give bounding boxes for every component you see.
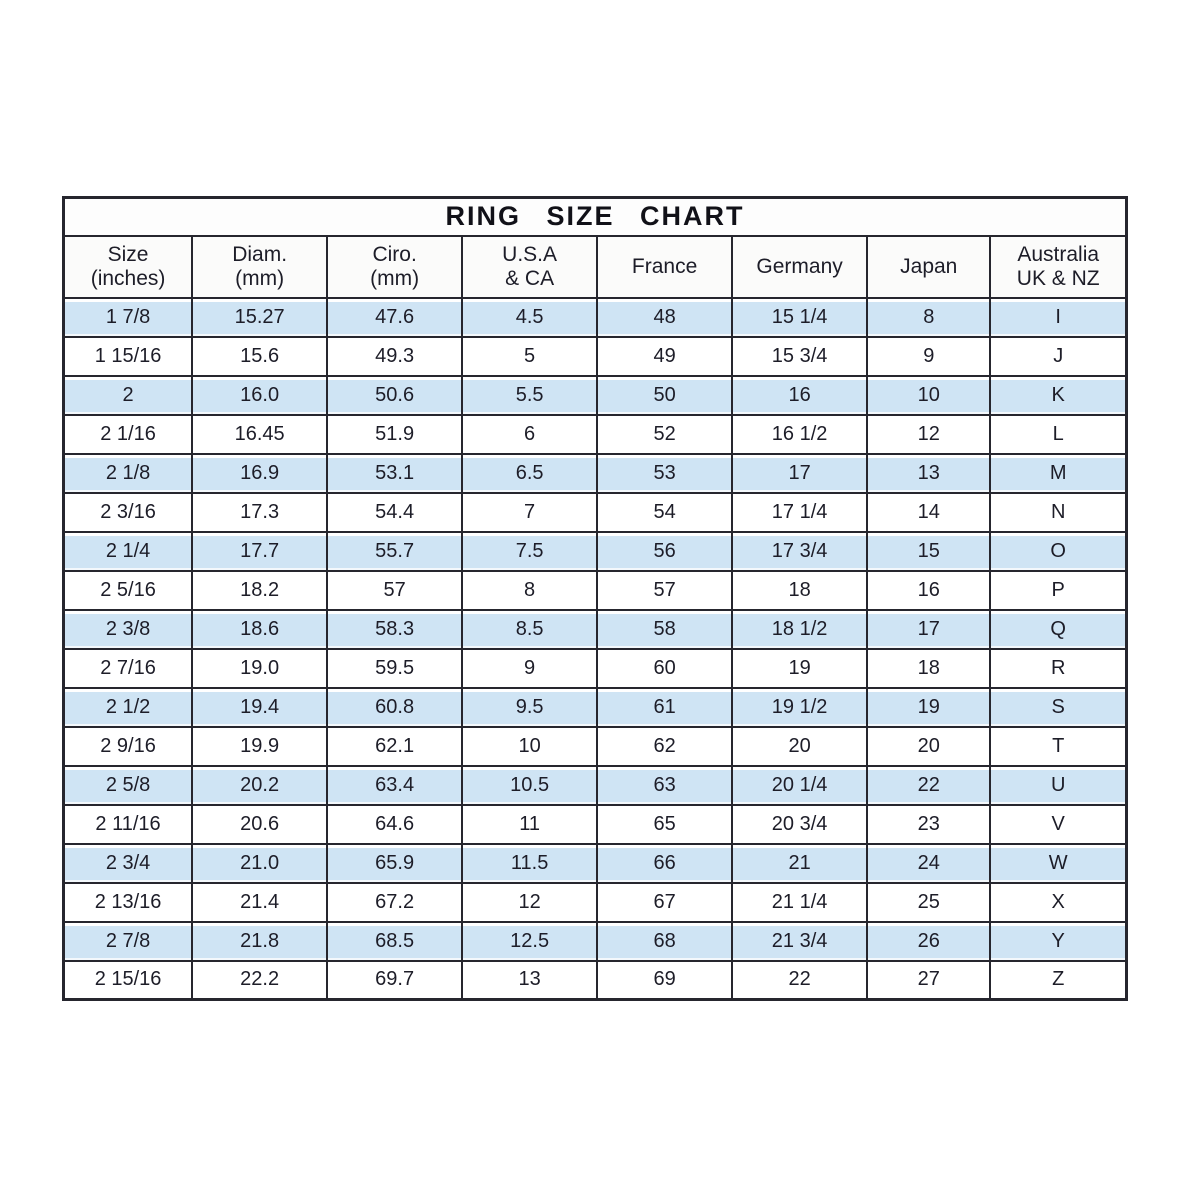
cell: 4.5 <box>462 298 597 337</box>
cell: 15.6 <box>192 337 327 376</box>
cell: 9 <box>867 337 990 376</box>
ring-size-table <box>62 196 1128 1001</box>
cell: 57 <box>597 571 732 610</box>
cell: R <box>990 649 1126 688</box>
cell: 17.7 <box>192 532 327 571</box>
cell: 2 11/16 <box>64 805 193 844</box>
cell: 2 7/16 <box>64 649 193 688</box>
cell: 2 7/8 <box>64 922 193 961</box>
cell: 63 <box>597 766 732 805</box>
table-row <box>64 961 1127 1000</box>
cell: 2 9/16 <box>64 727 193 766</box>
cell: 18 <box>867 649 990 688</box>
cell: 1 15/16 <box>64 337 193 376</box>
cell: 17 1/4 <box>732 493 867 532</box>
cell: 27 <box>867 961 990 1000</box>
cell: 9.5 <box>462 688 597 727</box>
cell: 7.5 <box>462 532 597 571</box>
cell: 49 <box>597 337 732 376</box>
cell: X <box>990 883 1126 922</box>
table-row <box>64 727 1127 766</box>
table-row <box>64 415 1127 454</box>
cell: 20 1/4 <box>732 766 867 805</box>
cell: 62.1 <box>327 727 462 766</box>
cell: W <box>990 844 1126 883</box>
cell: 53 <box>597 454 732 493</box>
column-header: Ciro. (mm) <box>327 236 462 298</box>
table-row <box>64 805 1127 844</box>
cell: 15 1/4 <box>732 298 867 337</box>
cell: 53.1 <box>327 454 462 493</box>
column-header: Diam. (mm) <box>192 236 327 298</box>
cell: 1 7/8 <box>64 298 193 337</box>
column-header: Germany <box>732 236 867 298</box>
cell: 68.5 <box>327 922 462 961</box>
cell: 2 1/4 <box>64 532 193 571</box>
cell: 54 <box>597 493 732 532</box>
cell: 21 3/4 <box>732 922 867 961</box>
cell: 2 5/16 <box>64 571 193 610</box>
cell: 2 15/16 <box>64 961 193 1000</box>
table-row <box>64 454 1127 493</box>
cell: 24 <box>867 844 990 883</box>
cell: 15 <box>867 532 990 571</box>
cell: 20.2 <box>192 766 327 805</box>
cell: 18 1/2 <box>732 610 867 649</box>
cell: 55.7 <box>327 532 462 571</box>
cell: 2 1/16 <box>64 415 193 454</box>
cell: 2 <box>64 376 193 415</box>
cell: 19 <box>732 649 867 688</box>
column-header: Australia UK & NZ <box>990 236 1126 298</box>
table-row <box>64 922 1127 961</box>
cell: 8.5 <box>462 610 597 649</box>
cell: 2 1/8 <box>64 454 193 493</box>
cell: 5 <box>462 337 597 376</box>
cell: 12.5 <box>462 922 597 961</box>
table-row <box>64 337 1127 376</box>
cell: 26 <box>867 922 990 961</box>
cell: 17.3 <box>192 493 327 532</box>
cell: 16.0 <box>192 376 327 415</box>
chart-title: RING SIZE CHART <box>64 198 1127 236</box>
cell: 64.6 <box>327 805 462 844</box>
cell: 49.3 <box>327 337 462 376</box>
cell: U <box>990 766 1126 805</box>
cell: 12 <box>462 883 597 922</box>
cell: T <box>990 727 1126 766</box>
cell: 48 <box>597 298 732 337</box>
cell: 60.8 <box>327 688 462 727</box>
cell: 21.4 <box>192 883 327 922</box>
cell: 17 <box>732 454 867 493</box>
cell: 50.6 <box>327 376 462 415</box>
cell: 54.4 <box>327 493 462 532</box>
cell: 52 <box>597 415 732 454</box>
cell: 16 <box>867 571 990 610</box>
cell: 22 <box>867 766 990 805</box>
cell: 21 1/4 <box>732 883 867 922</box>
cell: 8 <box>462 571 597 610</box>
cell: S <box>990 688 1126 727</box>
cell: 15 3/4 <box>732 337 867 376</box>
cell: 2 13/16 <box>64 883 193 922</box>
cell: 20.6 <box>192 805 327 844</box>
column-header: U.S.A & CA <box>462 236 597 298</box>
table-row <box>64 532 1127 571</box>
cell: 21.8 <box>192 922 327 961</box>
cell: 10.5 <box>462 766 597 805</box>
cell: 16 <box>732 376 867 415</box>
cell: Q <box>990 610 1126 649</box>
cell: M <box>990 454 1126 493</box>
table-row <box>64 610 1127 649</box>
cell: 20 <box>867 727 990 766</box>
cell: 63.4 <box>327 766 462 805</box>
cell: 9 <box>462 649 597 688</box>
table-row <box>64 883 1127 922</box>
cell: 19 1/2 <box>732 688 867 727</box>
cell: 47.6 <box>327 298 462 337</box>
cell: 68 <box>597 922 732 961</box>
cell: 58.3 <box>327 610 462 649</box>
cell: 20 3/4 <box>732 805 867 844</box>
cell: 19.9 <box>192 727 327 766</box>
table-row <box>64 844 1127 883</box>
cell: 21 <box>732 844 867 883</box>
cell: 19.0 <box>192 649 327 688</box>
cell: 12 <box>867 415 990 454</box>
cell: 60 <box>597 649 732 688</box>
cell: 23 <box>867 805 990 844</box>
cell: 65 <box>597 805 732 844</box>
cell: 25 <box>867 883 990 922</box>
cell: 50 <box>597 376 732 415</box>
cell: K <box>990 376 1126 415</box>
cell: 67.2 <box>327 883 462 922</box>
cell: 56 <box>597 532 732 571</box>
cell: 2 3/4 <box>64 844 193 883</box>
cell: 15.27 <box>192 298 327 337</box>
cell: 6 <box>462 415 597 454</box>
cell: 8 <box>867 298 990 337</box>
cell: 59.5 <box>327 649 462 688</box>
column-header: Size (inches) <box>64 236 193 298</box>
cell: I <box>990 298 1126 337</box>
cell: 21.0 <box>192 844 327 883</box>
cell: 13 <box>462 961 597 1000</box>
title-row <box>64 198 1127 236</box>
cell: Z <box>990 961 1126 1000</box>
cell: 14 <box>867 493 990 532</box>
cell: P <box>990 571 1126 610</box>
cell: L <box>990 415 1126 454</box>
cell: 22.2 <box>192 961 327 1000</box>
cell: O <box>990 532 1126 571</box>
cell: 2 3/16 <box>64 493 193 532</box>
cell: 51.9 <box>327 415 462 454</box>
cell: V <box>990 805 1126 844</box>
cell: 67 <box>597 883 732 922</box>
cell: 65.9 <box>327 844 462 883</box>
cell: 2 3/8 <box>64 610 193 649</box>
cell: J <box>990 337 1126 376</box>
cell: 7 <box>462 493 597 532</box>
table-row <box>64 649 1127 688</box>
cell: 18.6 <box>192 610 327 649</box>
cell: 11.5 <box>462 844 597 883</box>
table-row <box>64 688 1127 727</box>
cell: 16.9 <box>192 454 327 493</box>
cell: 18.2 <box>192 571 327 610</box>
table-row <box>64 766 1127 805</box>
cell: 10 <box>867 376 990 415</box>
cell: 11 <box>462 805 597 844</box>
cell: 69 <box>597 961 732 1000</box>
cell: 61 <box>597 688 732 727</box>
cell: N <box>990 493 1126 532</box>
cell: 2 5/8 <box>64 766 193 805</box>
cell: 6.5 <box>462 454 597 493</box>
cell: 19 <box>867 688 990 727</box>
cell: 16 1/2 <box>732 415 867 454</box>
cell: 19.4 <box>192 688 327 727</box>
cell: 69.7 <box>327 961 462 1000</box>
cell: 20 <box>732 727 867 766</box>
cell: 16.45 <box>192 415 327 454</box>
cell: 2 1/2 <box>64 688 193 727</box>
cell: 58 <box>597 610 732 649</box>
cell: 66 <box>597 844 732 883</box>
table-row <box>64 376 1127 415</box>
cell: Y <box>990 922 1126 961</box>
cell: 18 <box>732 571 867 610</box>
cell: 5.5 <box>462 376 597 415</box>
cell: 17 3/4 <box>732 532 867 571</box>
cell: 62 <box>597 727 732 766</box>
cell: 10 <box>462 727 597 766</box>
column-header: Japan <box>867 236 990 298</box>
column-header: France <box>597 236 732 298</box>
cell: 22 <box>732 961 867 1000</box>
header-row <box>64 236 1127 298</box>
table-row <box>64 298 1127 337</box>
table-row <box>64 493 1127 532</box>
table-row <box>64 571 1127 610</box>
cell: 17 <box>867 610 990 649</box>
cell: 57 <box>327 571 462 610</box>
cell: 13 <box>867 454 990 493</box>
